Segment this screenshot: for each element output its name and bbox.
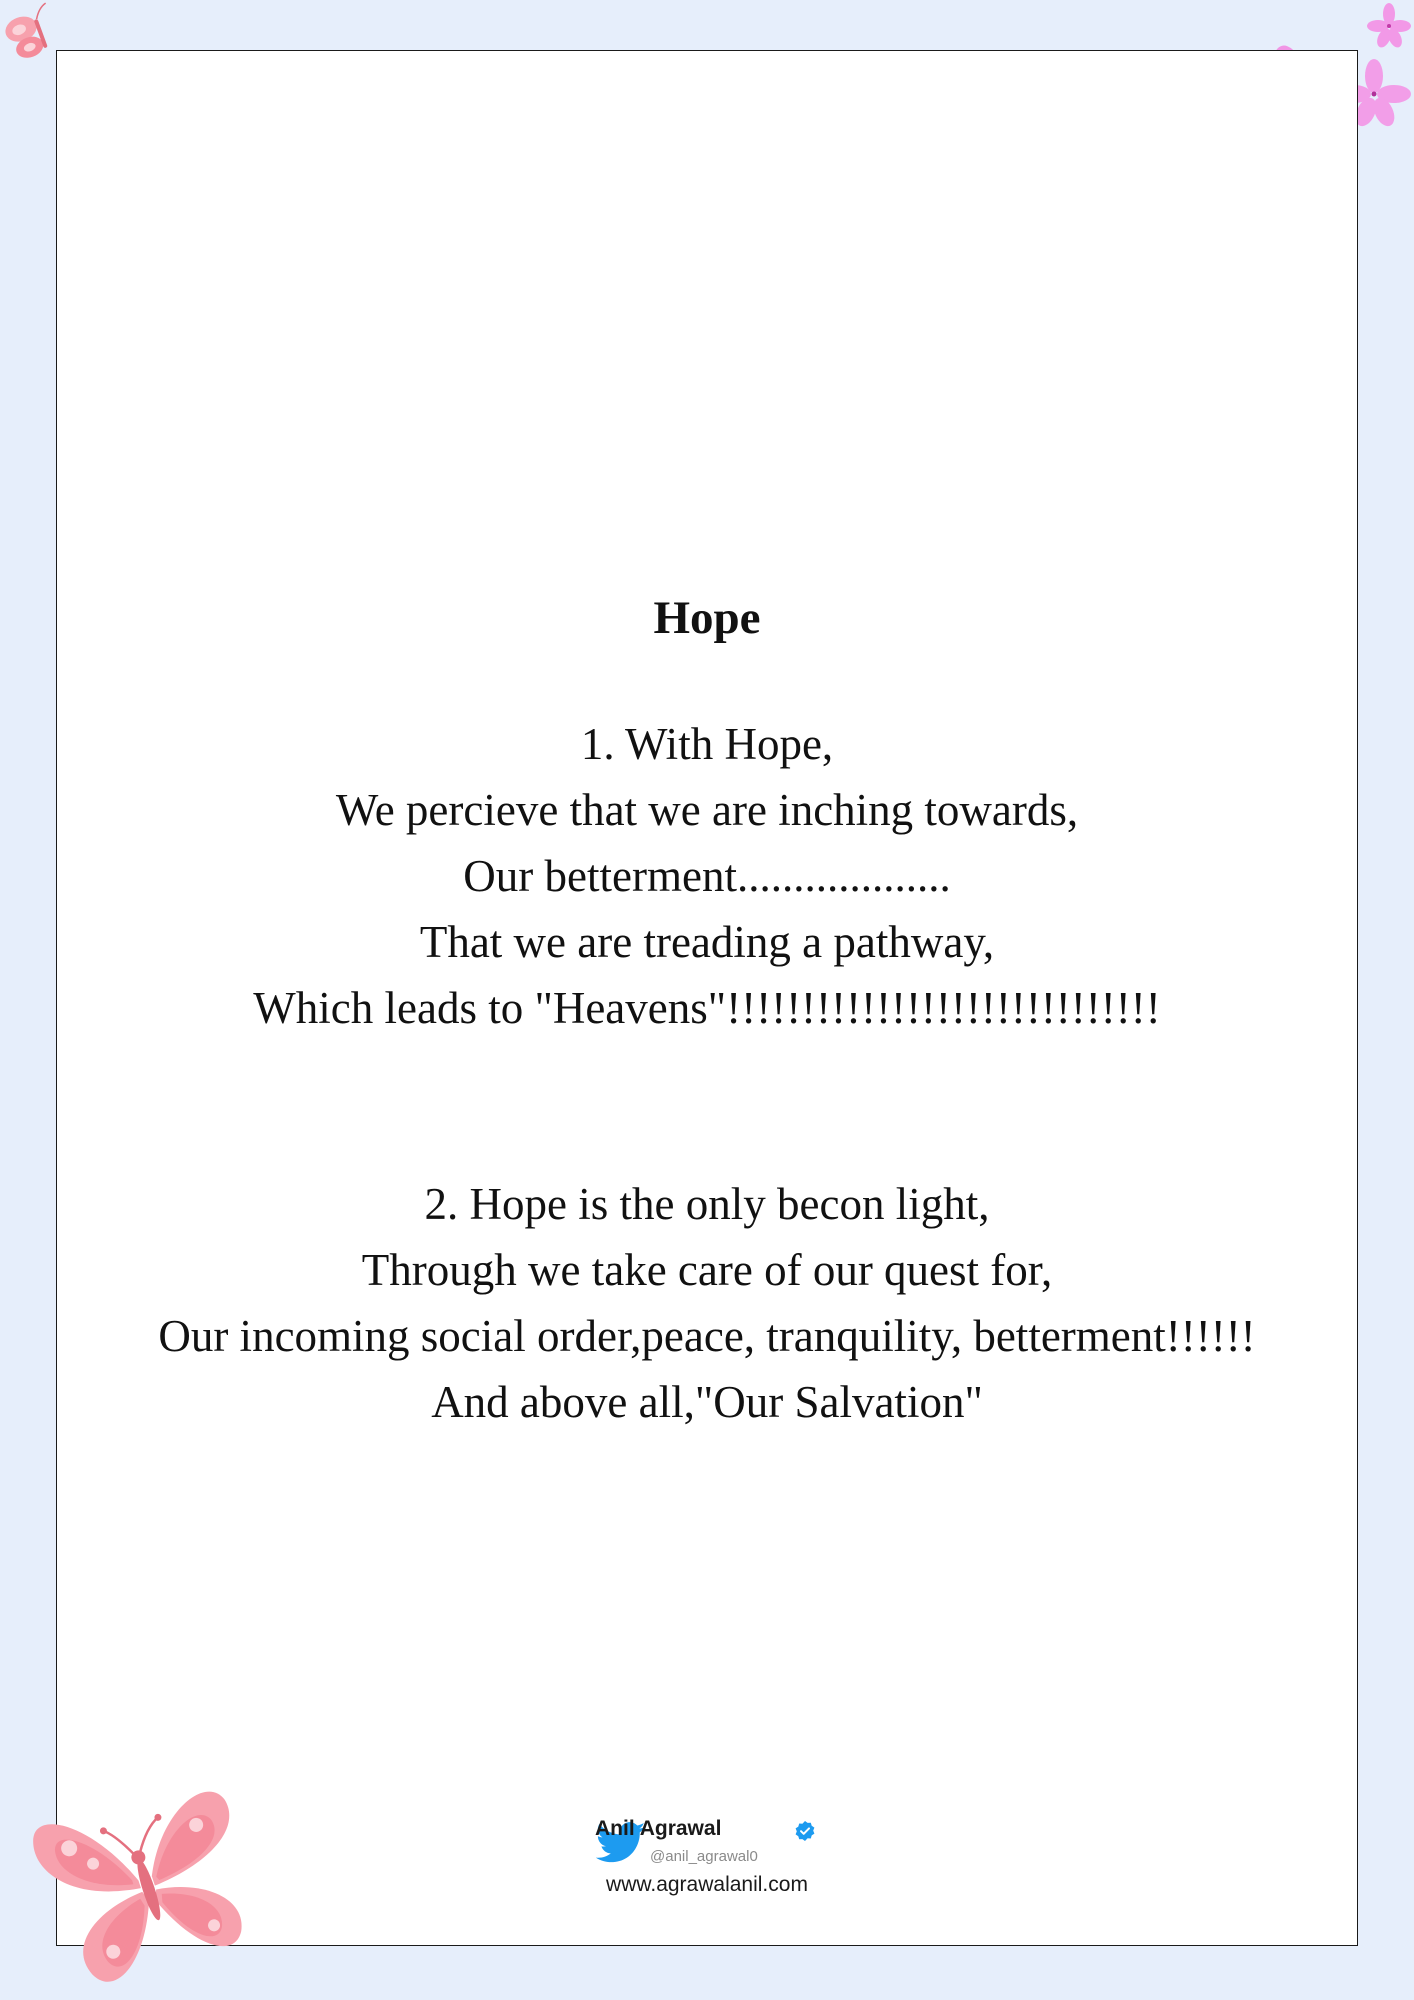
poem-line: 2. Hope is the only becon light, bbox=[424, 1179, 990, 1229]
poem-line: We percieve that we are inching towards, bbox=[335, 785, 1079, 835]
author-name: Anil Agrawal bbox=[595, 1817, 722, 1840]
verified-badge-icon bbox=[794, 1820, 816, 1842]
website-link[interactable]: www.agrawalanil.com bbox=[606, 1873, 808, 1896]
poem-title: Hope bbox=[653, 592, 761, 644]
poem-line: Through we take care of our quest for, bbox=[361, 1245, 1053, 1295]
stanza-2 bbox=[57, 1171, 1357, 1435]
poem-line: And above all,"Our Salvation" bbox=[431, 1377, 983, 1427]
stanza-1 bbox=[57, 711, 1357, 1041]
poem-line: Our incoming social order,peace, tranquility, betterment!!!!!! bbox=[158, 1311, 1256, 1361]
poem-line: Which leads to "Heavens"!!!!!!!!!!!!!!!!!!!!!!!!!!!!! bbox=[253, 983, 1161, 1033]
twitter-handle: @anil_agrawal0 bbox=[650, 1848, 758, 1865]
poem-page bbox=[56, 50, 1358, 1946]
poem-line: Our betterment................... bbox=[463, 851, 951, 901]
butterfly-icon bbox=[22, 1768, 272, 2000]
flower-icon bbox=[1366, 2, 1412, 50]
poem-line: That we are treading a pathway, bbox=[419, 917, 995, 967]
poem-line: 1. With Hope, bbox=[580, 719, 834, 769]
